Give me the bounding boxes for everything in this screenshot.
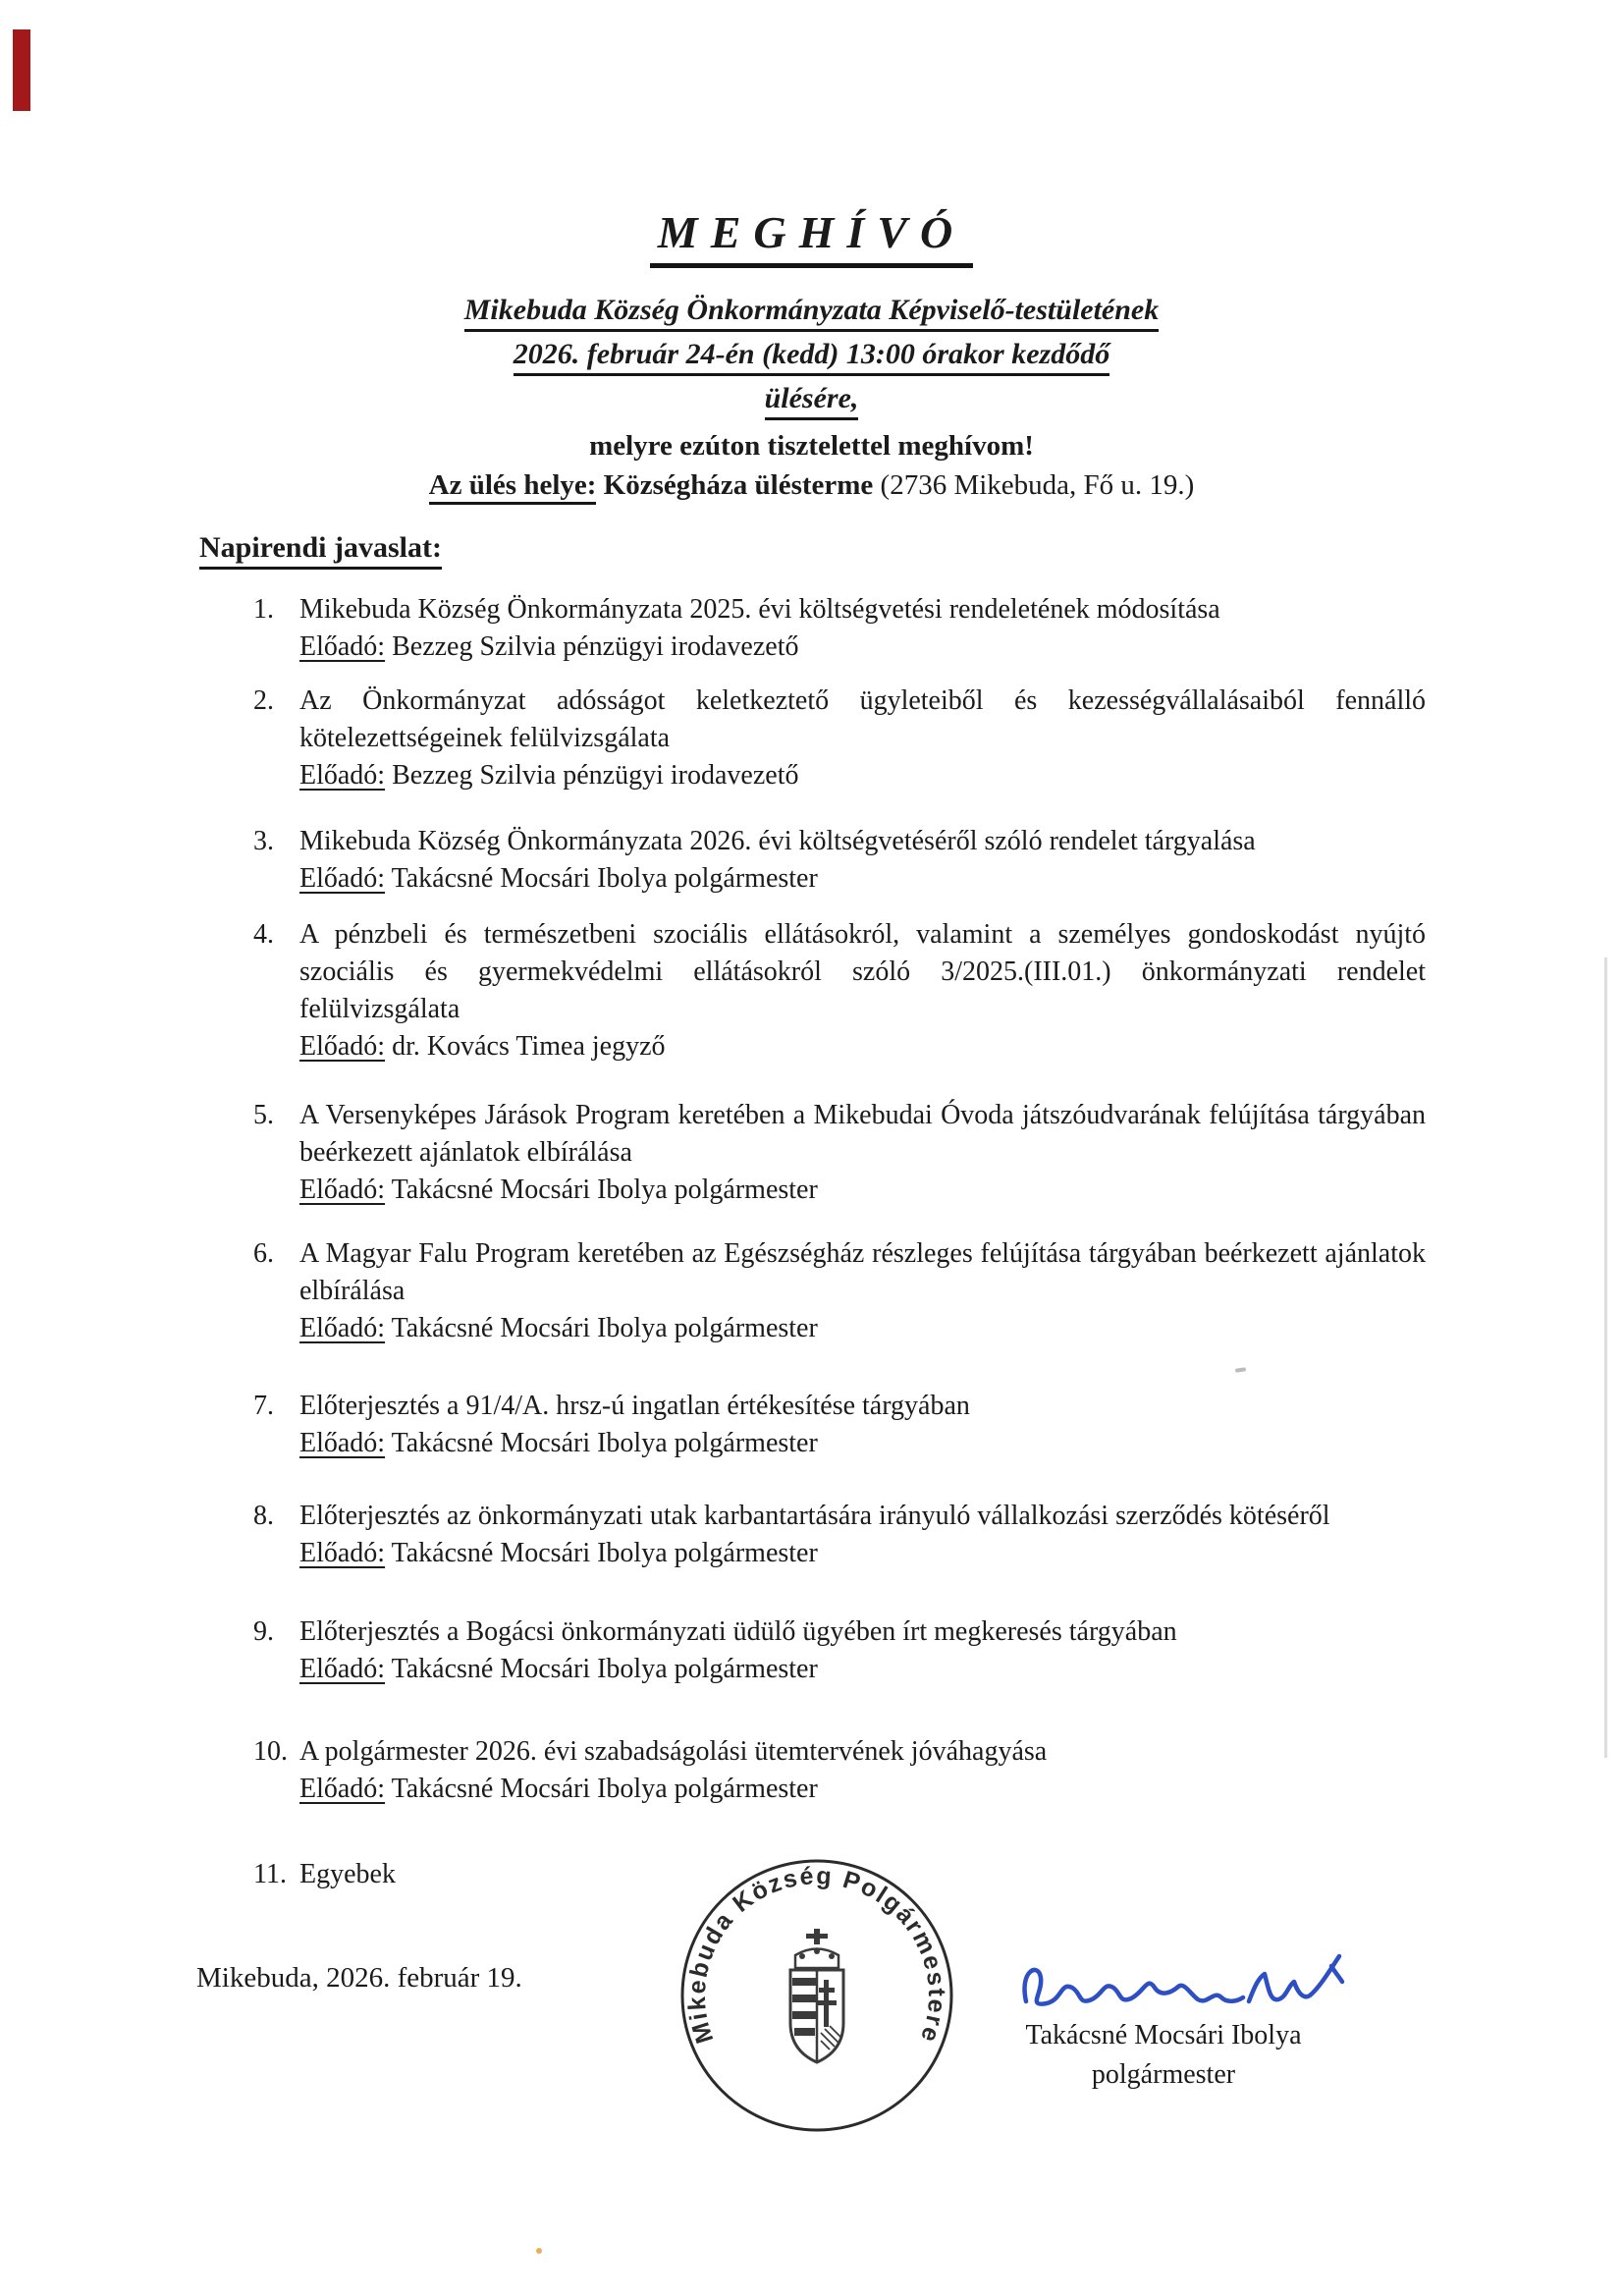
stamp-coat-of-arms xyxy=(790,1929,843,2062)
agenda-item-4 xyxy=(253,916,1426,1066)
item-number: 9. xyxy=(253,1616,274,1647)
item-number: 8. xyxy=(253,1501,274,1531)
item-presenter: Előadó: Takácsné Mocsári Ibolya polgármester xyxy=(299,1428,818,1458)
item-presenter: Előadó: Takácsné Mocsári Ibolya polgármester xyxy=(299,1538,818,1568)
item-number: 4. xyxy=(253,919,274,950)
red-margin-mark xyxy=(13,29,30,111)
item-number: 7. xyxy=(253,1391,274,1421)
agenda-item-7 xyxy=(253,1388,1426,1462)
agenda-list xyxy=(0,570,1623,1893)
item-text: Egyebek xyxy=(299,1859,396,1889)
agenda-item-10 xyxy=(253,1733,1426,1808)
municipal-stamp xyxy=(677,1856,956,2135)
item-text: Mikebuda Község Önkormányzata 2025. évi költségvetési rendeletének módosítása xyxy=(299,594,1220,625)
location-venue: Községháza ülésterme xyxy=(603,469,874,501)
agenda-item-8 xyxy=(253,1498,1426,1572)
item-text: A Magyar Falu Program keretében az Egészségház részleges felújítása tárgyában beérkezett ajánlatok elbírálása xyxy=(299,1238,1426,1306)
item-presenter: Előadó: Bezzeg Szilvia pénzügyi irodavezető xyxy=(299,631,799,662)
header-date-line: 2026. február 24-én (kedd) 13:00 órakor kezdődő xyxy=(0,338,1623,376)
item-text: Az Önkormányzat adósságot keletkeztető ügyleteiből és kezességvállalásaiból fennálló kötelezettségeinek felülvizsgálata xyxy=(299,685,1426,753)
item-text: A polgármester 2026. évi szabadságolási ütemtervének jóváhagyása xyxy=(299,1736,1048,1767)
item-number: 2. xyxy=(253,685,274,716)
item-presenter: Előadó: Bezzeg Szilvia pénzügyi irodavezető xyxy=(299,760,799,791)
item-presenter: Előadó: Takácsné Mocsári Ibolya polgármester xyxy=(299,1774,818,1804)
document-title: MEGHÍVÓ xyxy=(650,206,973,268)
document-date: Mikebuda, 2026. február 19. xyxy=(196,1962,522,1994)
location-address: (2736 Mikebuda, Fő u. 19.) xyxy=(880,469,1195,501)
stamp-text: Mikebuda Község Polgármestere xyxy=(682,1862,951,2048)
invite-sentence: melyre ezúton tisztelettel meghívom! xyxy=(589,430,1034,462)
item-text: Előterjesztés a 91/4/A. hrsz-ú ingatlan értékesítése tárgyában xyxy=(299,1391,970,1421)
item-number: 1. xyxy=(253,594,274,625)
agenda-item-1 xyxy=(253,591,1426,666)
document-header xyxy=(0,0,1623,502)
scan-speck-orange xyxy=(536,2248,542,2254)
signature-block xyxy=(987,2019,1340,2092)
header-session-line: ülésére, xyxy=(0,382,1623,420)
agenda-heading: Napirendi javaslat: xyxy=(0,531,1623,570)
item-presenter: Előadó: Takácsné Mocsári Ibolya polgármester xyxy=(299,1175,818,1205)
item-number: 3. xyxy=(253,826,274,856)
signer-title: polgármester xyxy=(1091,2059,1236,2090)
item-text: A pénzbeli és természetbeni szociális ellátásokról, valamint a személyes gondoskodást nyújtó szociális és gyermekvédelmi ellátásokról szóló 3/2025.(III.01.) önkormányzati rendelet felülvizsgálata xyxy=(299,919,1426,1024)
item-number: 11. xyxy=(253,1859,287,1889)
item-number: 10. xyxy=(253,1736,288,1767)
agenda-item-2 xyxy=(253,683,1426,794)
signer-name: Takácsné Mocsári Ibolya xyxy=(1025,2020,1302,2050)
meeting-location-line xyxy=(0,469,1623,502)
item-presenter: Előadó: Takácsné Mocsári Ibolya polgármester xyxy=(299,863,818,894)
agenda-item-3 xyxy=(253,823,1426,898)
agenda-item-6 xyxy=(253,1235,1426,1347)
item-text: Előterjesztés az önkormányzati utak karbantartására irányuló vállalkozási szerződés kötéséről xyxy=(299,1501,1330,1531)
item-text: Előterjesztés a Bogácsi önkormányzati üdülő ügyében írt megkeresés tárgyában xyxy=(299,1616,1177,1647)
agenda-item-9 xyxy=(253,1613,1426,1688)
item-text: A Versenyképes Járások Program keretében a Mikebudai Óvoda játszóudvarának felújítása tárgyában beérkezett ajánlatok elbírálása xyxy=(299,1100,1426,1168)
item-number: 5. xyxy=(253,1100,274,1130)
item-presenter: Előadó: Takácsné Mocsári Ibolya polgármester xyxy=(299,1654,818,1684)
scan-edge-artifact xyxy=(1604,957,1607,1758)
location-label: Az ülés helye: xyxy=(429,469,597,505)
header-org-line: Mikebuda Község Önkormányzata Képviselő-testületének xyxy=(0,294,1623,332)
item-presenter: Előadó: dr. Kovács Timea jegyző xyxy=(299,1031,666,1062)
item-text: Mikebuda Község Önkormányzata 2026. évi költségvetéséről szóló rendelet tárgyalása xyxy=(299,826,1256,856)
item-presenter: Előadó: Takácsné Mocsári Ibolya polgármester xyxy=(299,1313,818,1343)
agenda-item-5 xyxy=(253,1097,1426,1209)
item-number: 6. xyxy=(253,1238,274,1269)
